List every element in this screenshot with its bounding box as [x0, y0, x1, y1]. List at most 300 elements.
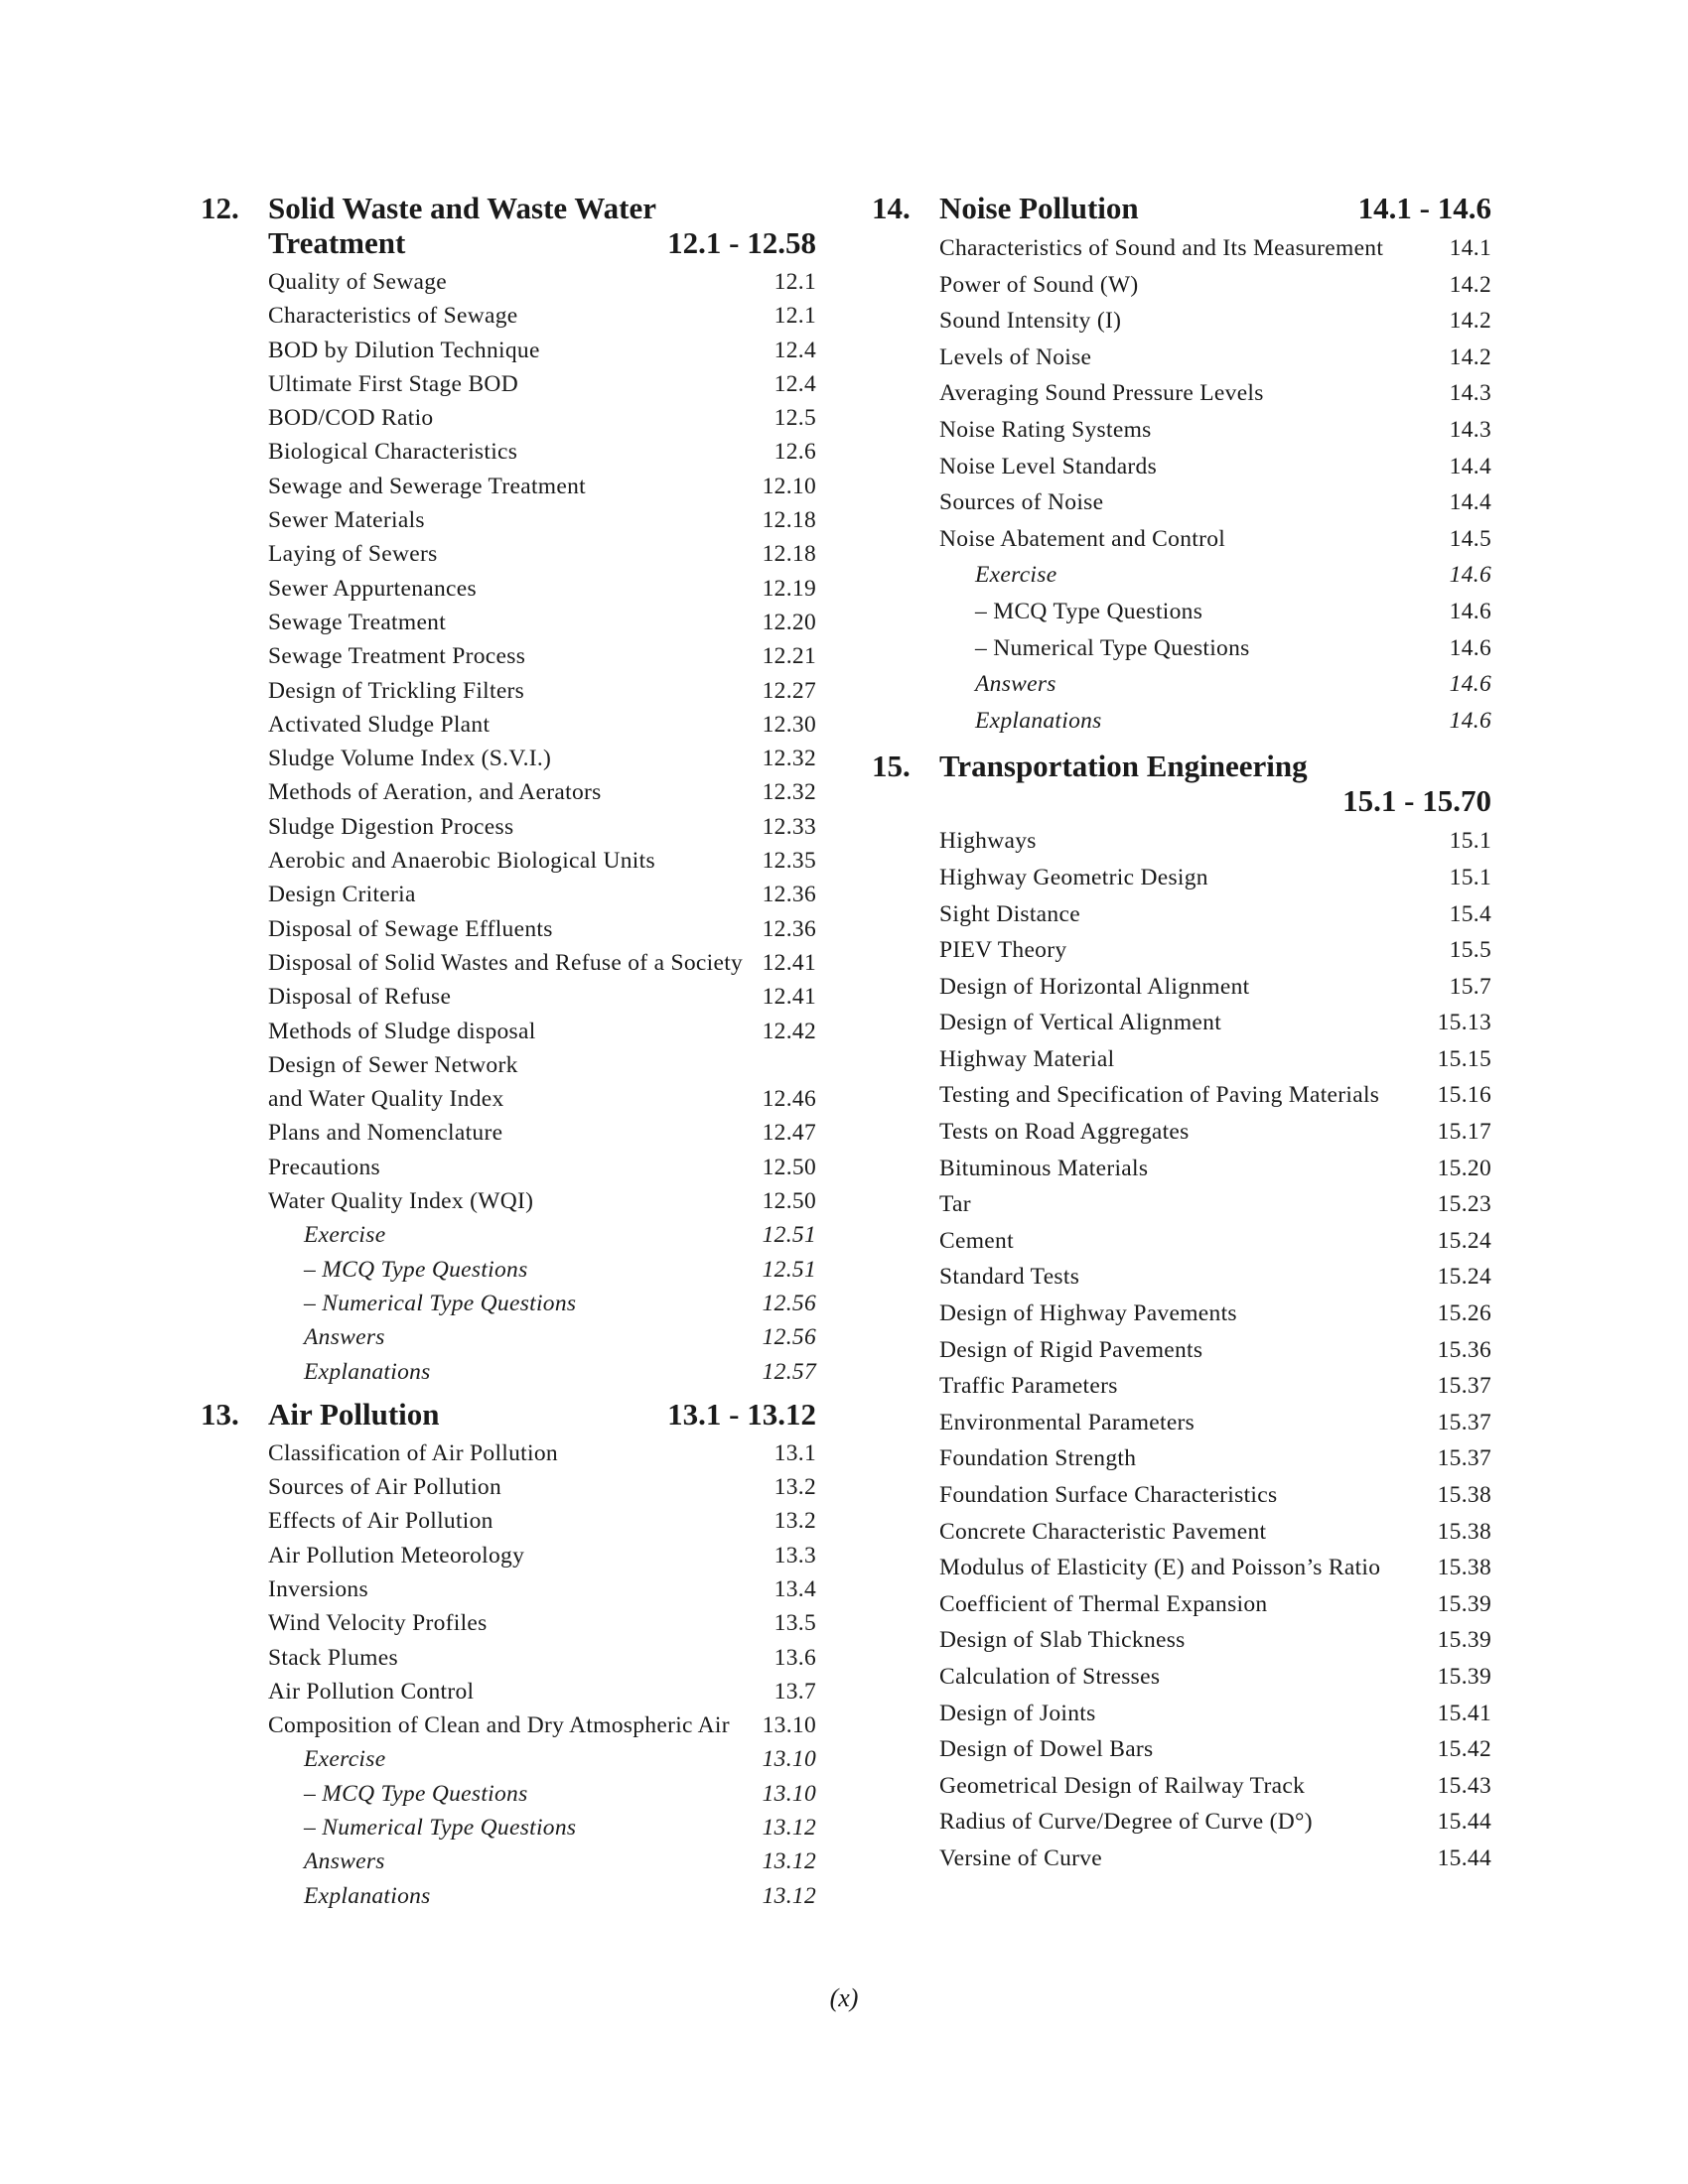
toc-entry[interactable] — [939, 1477, 1491, 1514]
chapter-title-block — [939, 191, 1491, 225]
toc-entry-title: Noise Level Standards — [939, 453, 1158, 479]
toc-entry-page: 12.20 — [762, 609, 816, 635]
toc-entry[interactable] — [939, 1731, 1491, 1768]
toc-entry-text: Numerical Type Questions — [322, 1290, 577, 1316]
toc-entry-title: Design of Trickling Filters — [268, 677, 525, 704]
toc-entry[interactable] — [939, 267, 1491, 304]
toc-entry-page: 14.6 — [1449, 634, 1491, 661]
toc-entry-page: 15.36 — [1437, 1336, 1491, 1363]
toc-entry-title: Versine of Curve — [939, 1844, 1103, 1871]
toc-entry[interactable] — [268, 1879, 816, 1913]
toc-entry-page: 15.41 — [1437, 1700, 1491, 1726]
toc-entry-page: 15.16 — [1437, 1082, 1491, 1109]
toc-entry-title: Exercise — [304, 1746, 386, 1773]
toc-entry-title: Answers — [975, 671, 1056, 698]
toc-entry[interactable] — [268, 1572, 816, 1606]
dash-marker: – — [975, 598, 988, 624]
toc-entry-page: 12.27 — [762, 677, 816, 704]
toc-entry-page: 15.38 — [1437, 1518, 1491, 1545]
chapter-title: Noise Pollution — [939, 191, 1139, 225]
toc-entry[interactable] — [939, 557, 1491, 594]
toc-entry-title: Design of Joints — [939, 1700, 1096, 1726]
toc-entry[interactable] — [268, 1844, 816, 1878]
toc-entry-title: Design of Rigid Pavements — [939, 1336, 1203, 1363]
chapter-page-range: 13.1 - 13.12 — [667, 1396, 816, 1432]
toc-entry-page: 12.41 — [762, 984, 816, 1011]
toc-entry-title — [268, 1287, 763, 1320]
toc-entry-text: MCQ Type Questions — [322, 1256, 528, 1283]
toc-entry-list — [939, 230, 1491, 747]
toc-entry-title: BOD by Dilution Technique — [268, 337, 540, 363]
toc-entry[interactable] — [268, 810, 816, 844]
toc-entry-page: 13.5 — [774, 1610, 816, 1637]
toc-entry-page: 12.4 — [774, 370, 816, 397]
toc-entry-page: 15.39 — [1437, 1590, 1491, 1617]
toc-entry-page: 14.2 — [1449, 308, 1491, 335]
toc-entry[interactable] — [939, 230, 1491, 267]
toc-entry-page: 15.23 — [1437, 1191, 1491, 1218]
toc-entry-title — [268, 1777, 763, 1811]
toc-entry-title: Foundation Surface Characteristics — [939, 1482, 1278, 1508]
toc-entry-title: Traffic Parameters — [939, 1373, 1118, 1400]
toc-entry-title: Sewage Treatment Process — [268, 643, 526, 670]
toc-entry[interactable] — [939, 412, 1491, 449]
toc-entry[interactable] — [939, 1041, 1491, 1078]
toc-entry[interactable] — [268, 844, 816, 878]
toc-entry[interactable] — [939, 860, 1491, 896]
toc-entry-page: 13.10 — [762, 1780, 816, 1807]
toc-entry[interactable] — [268, 299, 816, 333]
toc-entry-title: Power of Sound (W) — [939, 271, 1139, 298]
toc-entry-title: Stack Plumes — [268, 1644, 398, 1671]
toc-entry[interactable] — [268, 878, 816, 911]
toc-entry[interactable] — [939, 1186, 1491, 1223]
toc-entry[interactable] — [268, 1082, 816, 1116]
toc-entry-title: Activated Sludge Plant — [268, 711, 491, 738]
toc-entry-title: Precautions — [268, 1154, 380, 1180]
toc-entry-title: Composition of Clean and Dry Atmospheric Air — [268, 1712, 730, 1739]
toc-entry[interactable] — [939, 1405, 1491, 1441]
toc-entry[interactable] — [268, 1606, 816, 1640]
toc-entry-page: 15.44 — [1437, 1844, 1491, 1871]
toc-entry[interactable] — [268, 674, 816, 708]
toc-entry-list — [939, 823, 1491, 1884]
toc-entry-title: Disposal of Refuse — [268, 984, 452, 1011]
toc-entry-title: Tests on Road Aggregates — [939, 1119, 1190, 1146]
toc-entry[interactable] — [268, 1436, 816, 1470]
toc-entry-page: 12.33 — [762, 813, 816, 840]
toc-entry[interactable] — [939, 1841, 1491, 1877]
toc-entry-title: Sources of Air Pollution — [268, 1474, 502, 1501]
toc-entry-page: 13.10 — [762, 1746, 816, 1773]
toc-entry-page: 12.18 — [762, 507, 816, 534]
toc-entry-title: Highway Geometric Design — [939, 864, 1208, 890]
dash-marker: – — [304, 1780, 317, 1807]
toc-entry-page: 14.4 — [1449, 453, 1491, 479]
toc-entry[interactable] — [268, 435, 816, 469]
toc-entry[interactable] — [939, 1440, 1491, 1477]
chapter-title: Transportation Engineering — [939, 749, 1308, 784]
toc-entry-title — [268, 1253, 763, 1287]
chapter-number: 13. — [201, 1396, 239, 1432]
toc-entry-page: 14.3 — [1449, 416, 1491, 443]
toc-entry-title: Exercise — [304, 1222, 386, 1249]
toc-entry-page: 13.2 — [774, 1474, 816, 1501]
chapter-number: 14. — [872, 191, 911, 225]
toc-entry-page: 12.41 — [762, 949, 816, 976]
toc-entry[interactable] — [939, 303, 1491, 340]
toc-entry[interactable] — [939, 1586, 1491, 1623]
toc-entry-page: 15.24 — [1437, 1264, 1491, 1291]
toc-entry-page: 12.46 — [762, 1086, 816, 1113]
toc-entry-title: Ultimate First Stage BOD — [268, 370, 518, 397]
toc-entry[interactable] — [268, 503, 816, 537]
toc-entry-title: Disposal of Sewage Effluents — [268, 915, 553, 942]
toc-entry[interactable] — [268, 946, 816, 980]
toc-entry[interactable] — [939, 969, 1491, 1006]
toc-entry-page: 12.32 — [762, 746, 816, 772]
toc-entry-page: 12.6 — [774, 439, 816, 466]
toc-entry-page: 13.12 — [762, 1848, 816, 1875]
toc-entry[interactable] — [268, 1539, 816, 1572]
chapter-title: Air Pollution — [268, 1396, 440, 1432]
toc-entry[interactable] — [939, 1077, 1491, 1114]
toc-entry-page: 12.50 — [762, 1188, 816, 1215]
toc-entry-title: Noise Abatement and Control — [939, 525, 1226, 552]
toc-entry[interactable] — [268, 537, 816, 571]
toc-entry-title: Sources of Noise — [939, 489, 1104, 516]
toc-entry-page: 15.26 — [1437, 1300, 1491, 1327]
toc-entry-title: BOD/COD Ratio — [268, 405, 434, 432]
toc-entry[interactable] — [939, 449, 1491, 485]
toc-entry[interactable] — [268, 1015, 816, 1048]
chapter-title-block — [268, 191, 816, 260]
toc-entry[interactable] — [268, 1184, 816, 1218]
toc-entry-title: Levels of Noise — [939, 343, 1092, 370]
toc-entry-title: Explanations — [975, 707, 1102, 734]
toc-entry-page: 12.4 — [774, 337, 816, 363]
toc-entry[interactable] — [939, 1151, 1491, 1187]
toc-entry[interactable] — [268, 742, 816, 775]
toc-entry-title: Water Quality Index (WQI) — [268, 1188, 534, 1215]
toc-entry[interactable] — [939, 1768, 1491, 1805]
toc-entry[interactable] — [268, 606, 816, 639]
toc-entry-page: 12.57 — [762, 1358, 816, 1385]
toc-entry-page: 15.24 — [1437, 1227, 1491, 1254]
toc-entry-title: Sewer Materials — [268, 507, 425, 534]
toc-entry[interactable] — [939, 1296, 1491, 1332]
toc-entry-title: Standard Tests — [939, 1264, 1080, 1291]
toc-entry-page: 12.56 — [762, 1324, 816, 1351]
chapter-title: Solid Waste and Waste Water — [268, 191, 657, 225]
toc-entry[interactable] — [939, 823, 1491, 860]
toc-entry[interactable] — [939, 521, 1491, 558]
dash-marker: – — [975, 634, 988, 661]
toc-entry-page: 12.19 — [762, 575, 816, 602]
toc-entry[interactable] — [268, 1320, 816, 1354]
toc-entry[interactable] — [939, 1223, 1491, 1260]
toc-entry[interactable] — [268, 1708, 816, 1742]
toc-entry[interactable] — [268, 265, 816, 299]
toc-entry-text: MCQ Type Questions — [322, 1780, 528, 1807]
toc-entry-title: Explanations — [304, 1882, 431, 1909]
toc-entry-title: Design of Slab Thickness — [939, 1627, 1186, 1654]
toc-entry-page: 12.50 — [762, 1154, 816, 1180]
chapter-title: Treatment — [268, 225, 406, 260]
toc-entry-title: Design Criteria — [268, 882, 416, 908]
toc-entry-page: 15.39 — [1437, 1627, 1491, 1654]
toc-entry[interactable] — [268, 1811, 816, 1844]
toc-entry-page: 13.6 — [774, 1644, 816, 1671]
toc-entry[interactable] — [939, 703, 1491, 740]
toc-entry[interactable] — [268, 1218, 816, 1252]
dash-marker: – — [304, 1290, 317, 1316]
toc-entry[interactable] — [268, 572, 816, 606]
toc-entry-page: 12.18 — [762, 541, 816, 568]
dash-marker: – — [304, 1256, 317, 1283]
chapter-title-line — [939, 191, 1491, 225]
toc-entry-page: 15.4 — [1449, 900, 1491, 927]
chapter-number: 12. — [201, 191, 239, 225]
toc-entry[interactable] — [268, 1151, 816, 1184]
toc-entry-page: 15.37 — [1437, 1409, 1491, 1435]
toc-entry-title: Sound Intensity (I) — [939, 308, 1122, 335]
toc-entry-title: Bituminous Materials — [939, 1155, 1149, 1181]
toc-entry-page: 12.30 — [762, 711, 816, 738]
toc-entry-title: Characteristics of Sewage — [268, 303, 518, 330]
toc-entry[interactable] — [939, 1259, 1491, 1296]
toc-entry-title: and Water Quality Index — [268, 1086, 504, 1113]
toc-entry-page: 12.21 — [762, 643, 816, 670]
toc-entry-page: 12.51 — [762, 1222, 816, 1249]
toc-entry-page: 13.1 — [774, 1439, 816, 1466]
toc-entry-page: 15.7 — [1449, 973, 1491, 1000]
toc-entry-page: 12.36 — [762, 882, 816, 908]
toc-entry-page: 13.7 — [774, 1678, 816, 1705]
chapter-section — [201, 191, 816, 1397]
chapter-title-line — [268, 191, 816, 225]
toc-entry[interactable] — [268, 1675, 816, 1708]
toc-entry-page: 14.6 — [1449, 707, 1491, 734]
toc-entry[interactable] — [268, 775, 816, 809]
toc-entry-title: Air Pollution Control — [268, 1678, 475, 1705]
chapter-heading — [201, 1397, 816, 1432]
toc-entry-page: 15.44 — [1437, 1809, 1491, 1836]
toc-entry-page: 15.37 — [1437, 1445, 1491, 1472]
toc-entry-page: 12.10 — [762, 473, 816, 499]
toc-entry[interactable] — [939, 1114, 1491, 1151]
toc-entry-page: 13.3 — [774, 1542, 816, 1569]
toc-entry-page: 12.56 — [762, 1290, 816, 1316]
chapter-page-range: 12.1 - 12.58 — [667, 225, 816, 260]
toc-entry-page: 12.1 — [774, 303, 816, 330]
toc-entry[interactable] — [268, 1504, 816, 1538]
toc-entry-title: Aerobic and Anaerobic Biological Units — [268, 848, 655, 875]
toc-entry[interactable] — [939, 1550, 1491, 1586]
toc-entry[interactable] — [939, 1622, 1491, 1659]
toc-entry-page: 15.13 — [1437, 1010, 1491, 1036]
chapter-title-block — [939, 749, 1491, 818]
toc-entry-text: MCQ Type Questions — [993, 598, 1203, 624]
toc-entry-page: 15.39 — [1437, 1663, 1491, 1690]
toc-entry-title: Environmental Parameters — [939, 1409, 1196, 1435]
toc-entry-title: Characteristics of Sound and Its Measurement — [939, 235, 1384, 261]
toc-entry[interactable] — [268, 1253, 816, 1287]
toc-entry-page: 12.47 — [762, 1120, 816, 1147]
toc-entry[interactable] — [268, 912, 816, 946]
toc-entry-page: 14.5 — [1449, 525, 1491, 552]
toc-entry-title: Concrete Characteristic Pavement — [939, 1518, 1267, 1545]
toc-entry-title: Design of Highway Pavements — [939, 1300, 1237, 1327]
toc-entry-text: Numerical Type Questions — [322, 1815, 577, 1842]
toc-entry-page: 14.6 — [1449, 598, 1491, 624]
toc-entry-title: Explanations — [304, 1358, 431, 1385]
toc-entry[interactable] — [939, 1005, 1491, 1041]
chapter-title-line — [268, 1397, 816, 1432]
toc-entry[interactable] — [268, 1048, 816, 1082]
toc-entry[interactable] — [268, 470, 816, 503]
toc-entry-page: 14.2 — [1449, 271, 1491, 298]
toc-entry[interactable] — [939, 630, 1491, 667]
toc-entry-page: 12.36 — [762, 915, 816, 942]
toc-entry-title: Coefficient of Thermal Expansion — [939, 1590, 1268, 1617]
toc-entry[interactable] — [939, 1514, 1491, 1551]
toc-entry-page: 15.38 — [1437, 1482, 1491, 1508]
toc-entry-page: 15.37 — [1437, 1373, 1491, 1400]
toc-entry-title: Biological Characteristics — [268, 439, 518, 466]
toc-entry-title: Geometrical Design of Railway Track — [939, 1772, 1306, 1799]
toc-entry-title: Answers — [304, 1848, 385, 1875]
toc-entry[interactable] — [268, 639, 816, 673]
toc-entry-page: 12.5 — [774, 405, 816, 432]
toc-entry-title: Laying of Sewers — [268, 541, 438, 568]
toc-entry[interactable] — [268, 401, 816, 435]
toc-entry-title: Foundation Strength — [939, 1445, 1137, 1472]
chapter-title-block — [268, 1397, 816, 1432]
toc-entry-title: Sight Distance — [939, 900, 1080, 927]
toc-entry[interactable] — [268, 334, 816, 367]
toc-entry-page: 14.4 — [1449, 489, 1491, 516]
toc-entry-title: Sewage and Sewerage Treatment — [268, 473, 586, 499]
toc-entry[interactable] — [268, 1116, 816, 1150]
toc-entry-title: Design of Vertical Alignment — [939, 1010, 1222, 1036]
chapter-heading — [872, 191, 1491, 225]
toc-left-column — [201, 191, 816, 1921]
toc-entry-title: Sludge Digestion Process — [268, 813, 514, 840]
toc-entry-page: 12.35 — [762, 848, 816, 875]
toc-entry-title: Highways — [939, 828, 1037, 855]
toc-entry[interactable] — [939, 594, 1491, 630]
toc-entry-title: PIEV Theory — [939, 937, 1067, 964]
toc-entry-title: Noise Rating Systems — [939, 416, 1152, 443]
toc-entry-title: Answers — [304, 1324, 385, 1351]
toc-entry-page: 12.42 — [762, 1018, 816, 1044]
toc-entry[interactable] — [939, 1332, 1491, 1369]
toc-entry[interactable] — [939, 1696, 1491, 1732]
toc-entry-page: 14.1 — [1449, 235, 1491, 261]
toc-entry-title: Quality of Sewage — [268, 269, 447, 295]
toc-entry-list — [268, 265, 816, 1397]
toc-entry-title — [268, 1811, 763, 1844]
toc-entry[interactable] — [939, 896, 1491, 933]
page-number: (x) — [829, 1983, 859, 2012]
toc-entry[interactable] — [939, 484, 1491, 521]
toc-entry-title: Inversions — [268, 1575, 368, 1602]
toc-entry-text: Numerical Type Questions — [993, 634, 1250, 661]
toc-entry-title: Design of Dowel Bars — [939, 1736, 1154, 1763]
toc-entry-page: 15.42 — [1437, 1736, 1491, 1763]
toc-entry-page: 13.12 — [762, 1815, 816, 1842]
chapter-heading — [201, 191, 816, 260]
toc-entry[interactable] — [939, 1659, 1491, 1696]
toc-entry[interactable] — [268, 1355, 816, 1389]
toc-entry-page: 12.1 — [774, 269, 816, 295]
toc-entry-page: 12.32 — [762, 779, 816, 806]
toc-entry[interactable] — [268, 1742, 816, 1776]
toc-entry[interactable] — [939, 666, 1491, 703]
toc-entry[interactable] — [268, 708, 816, 742]
toc-entry[interactable] — [939, 340, 1491, 376]
toc-entry-page: 13.2 — [774, 1508, 816, 1535]
toc-entry-page: 14.2 — [1449, 343, 1491, 370]
toc-right-column — [872, 191, 1491, 1885]
toc-entry-title: Averaging Sound Pressure Levels — [939, 380, 1264, 407]
toc-entry-page: 15.17 — [1437, 1119, 1491, 1146]
toc-entry[interactable] — [268, 1287, 816, 1320]
toc-entry-page: 14.6 — [1449, 671, 1491, 698]
toc-entry[interactable] — [939, 1804, 1491, 1841]
toc-entry-list — [268, 1436, 816, 1921]
toc-entry-page: 15.15 — [1437, 1045, 1491, 1072]
toc-entry[interactable] — [939, 1368, 1491, 1405]
toc-entry-page: 15.1 — [1449, 828, 1491, 855]
toc-entry-page: 15.20 — [1437, 1155, 1491, 1181]
toc-entry-title: Air Pollution Meteorology — [268, 1542, 525, 1569]
toc-entry-title: Disposal of Solid Wastes and Refuse of a Society — [268, 949, 744, 976]
toc-entry-title: Effects of Air Pollution — [268, 1508, 493, 1535]
toc-entry[interactable] — [939, 375, 1491, 412]
toc-entry-title: Sludge Volume Index (S.V.I.) — [268, 746, 552, 772]
toc-entry-title: Methods of Aeration, and Aerators — [268, 779, 602, 806]
toc-entry[interactable] — [268, 1777, 816, 1811]
chapter-number: 15. — [872, 749, 911, 784]
chapter-page-range: 14.1 - 14.6 — [1357, 191, 1491, 225]
toc-entry[interactable] — [268, 980, 816, 1014]
toc-entry-title: Modulus of Elasticity (E) and Poisson’s Ratio — [939, 1555, 1381, 1581]
toc-entry-title: Exercise — [975, 562, 1057, 589]
toc-entry-title: Methods of Sludge disposal — [268, 1018, 536, 1044]
toc-entry[interactable] — [268, 1641, 816, 1675]
toc-entry-page: 15.43 — [1437, 1772, 1491, 1799]
toc-entry-page: 15.1 — [1449, 864, 1491, 890]
toc-entry-page: 15.38 — [1437, 1555, 1491, 1581]
chapter-heading — [872, 749, 1491, 818]
toc-entry-title: Tar — [939, 1191, 971, 1218]
chapter-title-line — [268, 225, 816, 260]
toc-entry-page: 14.3 — [1449, 380, 1491, 407]
toc-entry-page: 15.5 — [1449, 937, 1491, 964]
toc-entry[interactable] — [939, 932, 1491, 969]
toc-entry-title: Cement — [939, 1227, 1014, 1254]
toc-entry-page: 14.6 — [1449, 562, 1491, 589]
toc-entry-title: Sewage Treatment — [268, 609, 447, 635]
toc-entry-title: Classification of Air Pollution — [268, 1439, 558, 1466]
toc-entry-title: Sewer Appurtenances — [268, 575, 477, 602]
toc-entry[interactable] — [268, 367, 816, 401]
toc-entry-title: Calculation of Stresses — [939, 1663, 1161, 1690]
toc-entry-page: 12.51 — [762, 1256, 816, 1283]
toc-entry[interactable] — [268, 1470, 816, 1504]
